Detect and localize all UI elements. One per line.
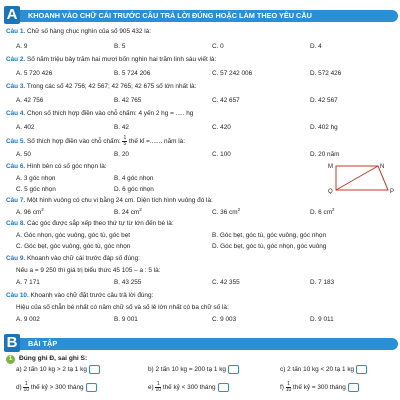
section-a-badge: A — [4, 6, 20, 24]
q10-option-a[interactable]: A. 9 002 — [16, 316, 40, 323]
answer-box[interactable] — [348, 383, 359, 392]
question-1 — [6, 28, 151, 36]
q9-option-d[interactable]: D. 7 183 — [310, 279, 335, 286]
q3-option-a[interactable]: A. 42 756 — [16, 97, 44, 104]
quadrilateral-figure — [326, 162, 396, 194]
exercise-item-e — [148, 381, 229, 395]
exercise-title — [6, 354, 87, 364]
answer-box[interactable] — [228, 365, 239, 374]
q3-option-c[interactable]: C. 42 657 — [212, 97, 240, 104]
q4-option-b[interactable]: B. 42 — [114, 124, 129, 131]
item-text: c) 2 tấn 10 kg < 20 tạ 1 kg — [280, 366, 355, 374]
fraction — [122, 136, 127, 147]
q7-option-c[interactable] — [212, 206, 241, 217]
question-8 — [6, 220, 174, 228]
question-text-after: thế kỉ =....... năm là: — [129, 138, 185, 145]
q3-option-b[interactable]: B. 42 765 — [114, 97, 142, 104]
unit-superscript: 2 — [139, 206, 142, 212]
q2-option-a[interactable]: A. 5 720 426 — [16, 70, 53, 77]
question-5 — [6, 135, 185, 149]
question-label: Câu 3. — [6, 83, 26, 90]
unit-superscript: 2 — [237, 206, 241, 212]
q1-option-b[interactable]: B. 5 — [114, 43, 126, 50]
item-prefix: e) — [148, 384, 154, 391]
item-prefix: d) — [16, 384, 22, 391]
question-3 — [6, 83, 196, 91]
question-9 — [6, 255, 140, 263]
exercise-item-f — [280, 381, 359, 395]
q9-option-c[interactable]: C. 42 355 — [212, 279, 240, 286]
answer-box[interactable] — [86, 383, 97, 392]
question-4 — [6, 110, 193, 118]
q1-option-a[interactable]: A. 9 — [16, 43, 28, 50]
question-text: Số thích hợp điền vào chỗ chấm: — [26, 138, 121, 145]
q6-option-c[interactable]: C. 5 góc nhọn — [16, 186, 56, 193]
q8-option-a[interactable]: A. Góc nhọn, góc vuông, góc tù, góc bẹt — [16, 232, 131, 239]
figure-label-n: N — [380, 164, 385, 170]
question-text: Khoanh vào chữ cái trước đáp số đúng: — [26, 255, 140, 262]
q5-option-b[interactable]: B. 20 — [114, 151, 129, 158]
question-text: Chọn số thích hợp điền vào chỗ chấm: 4 yến 2 hg = ..... hg — [26, 110, 194, 117]
q8-option-d[interactable]: D. Góc bẹt, góc tù, góc nhọn, góc vuông — [212, 243, 327, 250]
q6-option-d[interactable]: D. 6 góc nhọn — [114, 186, 154, 193]
q8-option-c[interactable]: C. Góc bẹt, góc vuông, góc tù, góc nhọn — [16, 243, 131, 250]
q2-option-d[interactable]: D. 572 426 — [310, 70, 342, 77]
question-text: Chữ số hàng chục nghìn của số 905 432 là: — [26, 28, 151, 35]
section-a-header — [4, 6, 398, 24]
figure-label-q: Q — [328, 189, 333, 194]
q5-option-d[interactable]: D. 20 năm — [310, 151, 340, 158]
question-text: Số năm triệu bảy trăm hai mươi bốn nghìn hai trăm linh sáu viết là: — [26, 56, 217, 63]
option-text: B. 24 cm — [114, 209, 140, 216]
question-label: Câu 1. — [6, 28, 26, 35]
item-text: b) 2 tấn 10 kg = 200 tạ 1 kg — [148, 366, 226, 374]
unit-superscript: 2 — [332, 206, 335, 212]
section-b-title: BÀI TẬP — [16, 338, 398, 350]
question-2 — [6, 56, 216, 64]
item-text: thế kỷ > 300 tháng — [30, 384, 84, 391]
q5-option-c[interactable]: C. 100 — [212, 151, 231, 158]
q2-option-b[interactable]: B. 5 724 206 — [114, 70, 151, 77]
question-text: Khoanh vào chữ đặt trước câu trả lời đúng: — [30, 292, 154, 299]
q4-option-c[interactable]: C. 420 — [212, 124, 231, 131]
fraction-numerator: 1 — [24, 380, 28, 387]
option-text: C. 36 cm — [212, 209, 238, 216]
q7-option-a[interactable] — [16, 206, 44, 217]
option-text: A. 96 cm — [16, 209, 42, 216]
item-text: a) 2 tấn 10 kg > 2 tạ 1 kg — [16, 366, 87, 374]
q1-option-c[interactable]: C. 0 — [212, 43, 224, 50]
q7-option-d[interactable] — [310, 206, 335, 217]
item-text: thế kỷ < 300 tháng — [162, 384, 216, 391]
q7-option-b[interactable] — [114, 206, 142, 217]
q10-option-b[interactable]: B. 9 001 — [114, 316, 138, 323]
q4-option-d[interactable]: D. 402 hg — [310, 124, 338, 131]
q2-option-c[interactable]: C. 57 242 006 — [212, 70, 253, 77]
question-10-subtext: Hiệu của số chẵn bé nhất có năm chữ số và số lẻ lớn nhất có ba chữ số là: — [16, 304, 229, 311]
exercise-item-a — [16, 365, 100, 375]
q9-option-b[interactable]: B. 43 255 — [114, 279, 142, 286]
question-9-subtext: Nếu a = 9 250 thì giá trị biểu thức 45 105 – a : 5 là: — [16, 267, 161, 274]
question-label: Câu 10. — [6, 292, 29, 299]
section-b-header — [4, 334, 398, 352]
question-7 — [6, 197, 213, 205]
fraction-numerator: 1 — [123, 134, 127, 141]
fraction-numerator: 1 — [287, 380, 290, 387]
exercise-title-text: Đúng ghi Đ, sai ghi S: — [19, 355, 88, 362]
exercise-item-d — [16, 381, 97, 395]
exercise-item-b — [148, 365, 239, 375]
question-label: Câu 8. — [6, 220, 26, 227]
question-label: Câu 7. — [6, 197, 26, 204]
q6-option-a[interactable]: A. 3 góc nhọn — [16, 175, 56, 182]
exercise-number: 1 — [6, 355, 15, 364]
q9-option-a[interactable]: A. 7 171 — [16, 279, 40, 286]
question-label: Câu 5. — [6, 138, 26, 145]
question-text: Hình bên có số góc nhọn là: — [26, 163, 107, 170]
fraction — [286, 382, 292, 393]
item-text: thế kỷ = 300 tháng — [293, 384, 346, 391]
fraction-denominator: 5 — [123, 140, 127, 147]
section-a-title: KHOANH VÀO CHỮ CÁI TRƯỚC CÂU TRẢ LỜI ĐÚNG HOẶC LÀM THEO YÊU CẦU — [16, 10, 398, 22]
fraction-denominator: 10 — [23, 386, 30, 393]
question-10 — [6, 292, 153, 300]
q6-option-b[interactable]: B. 4 góc nhọn — [114, 175, 154, 182]
answer-box[interactable] — [356, 365, 367, 374]
figure-label-p: P — [390, 189, 395, 194]
q10-option-c[interactable]: C. 9 003 — [212, 316, 237, 323]
question-text: Một hình vuông có chu vi bằng 24 cm. Diện tích hình vuông đó là: — [26, 197, 213, 204]
question-text: Trong các số 42 756; 42 567; 42 765; 42 675 số lớn nhất là: — [26, 83, 197, 90]
q3-option-d[interactable]: D. 42 567 — [310, 97, 338, 104]
fraction-denominator: 10 — [155, 386, 162, 393]
q10-option-d[interactable]: D. 9 011 — [310, 316, 334, 323]
figure-label-m: M — [328, 164, 333, 170]
question-6 — [6, 163, 107, 171]
q4-option-a[interactable]: A. 402 — [16, 124, 35, 131]
q5-option-a[interactable]: A. 50 — [16, 151, 31, 158]
question-label: Câu 6. — [6, 163, 26, 170]
answer-box[interactable] — [218, 383, 229, 392]
fraction-numerator: 1 — [156, 380, 160, 387]
question-label: Câu 9. — [6, 255, 26, 262]
option-text: D. 6 cm — [310, 209, 333, 216]
fraction-denominator: 10 — [285, 386, 292, 393]
unit-superscript: 2 — [41, 206, 44, 212]
q1-option-d[interactable]: D. 4 — [310, 43, 322, 50]
q8-option-b[interactable]: B. Góc bẹt, góc tù, góc vuông, góc nhọn — [212, 232, 327, 239]
item-prefix: f) — [280, 384, 284, 391]
section-b-badge: B — [4, 334, 20, 352]
question-label: Câu 2. — [6, 56, 26, 63]
question-label: Câu 4. — [6, 110, 26, 117]
question-text: Các góc được sắp xếp theo thứ tự từ lớn đến bé là: — [26, 220, 174, 227]
fraction — [23, 382, 29, 393]
exercise-item-c — [280, 365, 367, 375]
fraction — [155, 382, 161, 393]
answer-box[interactable] — [89, 365, 100, 374]
